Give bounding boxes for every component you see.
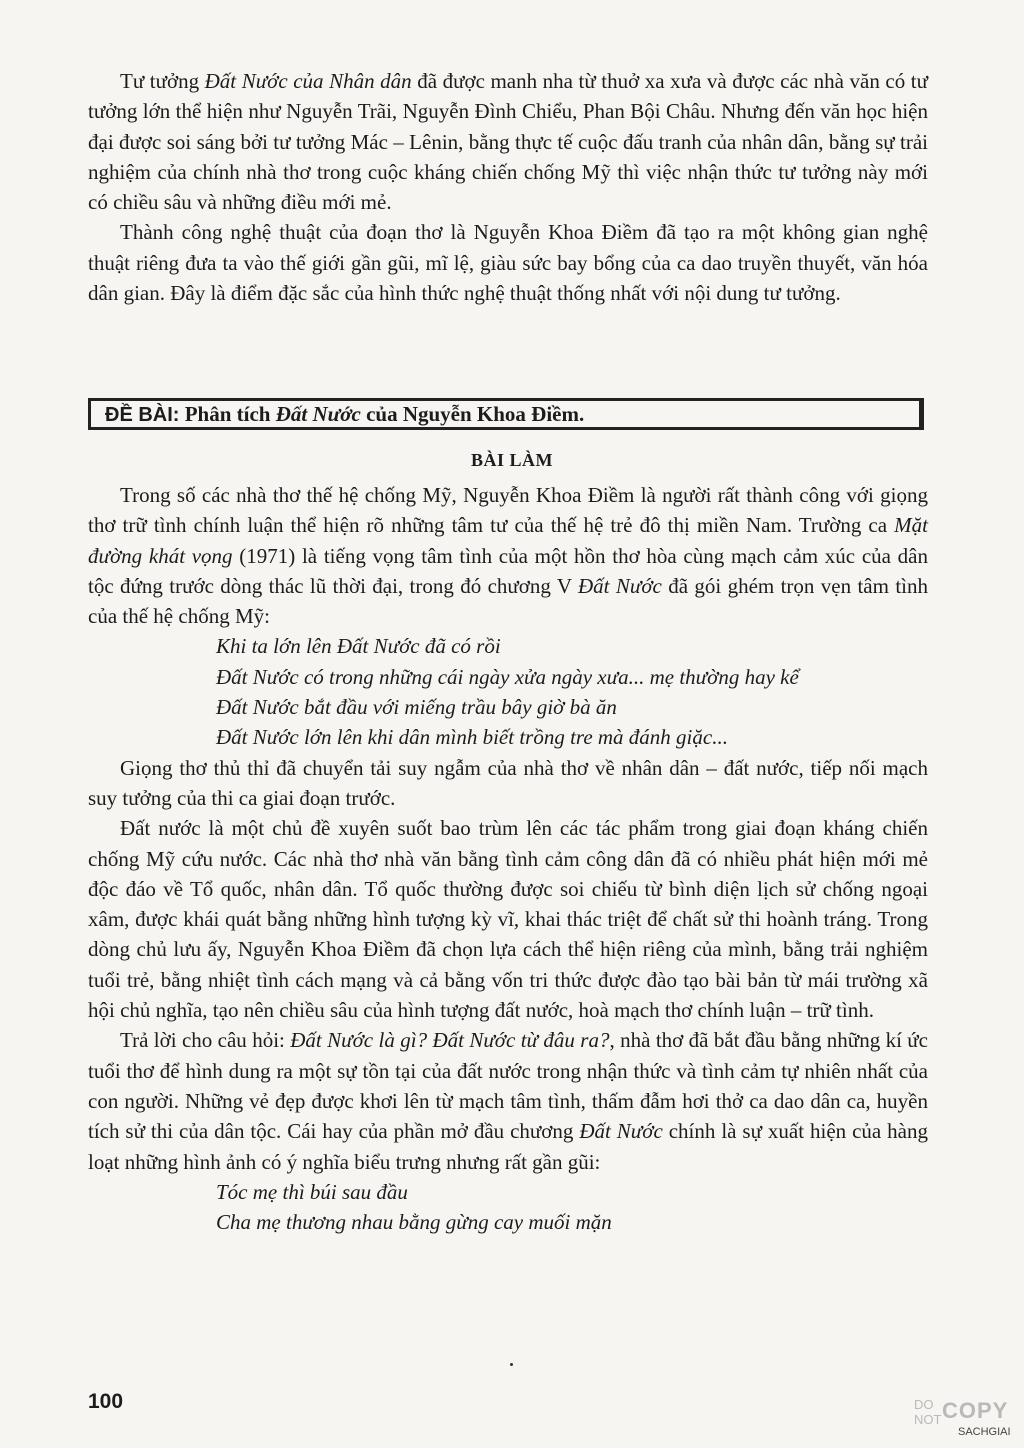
- text-run: Trả lời cho câu hỏi:: [120, 1028, 291, 1053]
- text-block-upper: [88, 66, 928, 308]
- ink-speck: [510, 1363, 513, 1366]
- text-run: Mặt đường khát vọng: [88, 513, 928, 568]
- poem-excerpt-1: [216, 631, 928, 752]
- text-run: (1971) là tiếng vọng tâm tình của một hồn thơ hòa cùng mạch cảm xúc của dân tộc đứng trước dòng thác lũ thời đại, trong đó chương V: [88, 543, 929, 598]
- text-run: , nhà thơ đã bắt đầu bằng những kí ức tuổi thơ để hình dung ra một sự tồn tại của đất nước trong nhận thức và tình cảm tự nhiên nhất của con người. Những vẻ đẹp được khơi lên từ mạch tâm tình, thấm đẫm hơi thở ca dao dân ca, huyền tích sử thi của dân tộc. Cái hay của phần mở đầu chương: [88, 1028, 929, 1144]
- text-run: đã gói ghém trọn vẹn tâm tình của thế hệ chống Mỹ:: [88, 573, 928, 629]
- watermark-not: NOT: [914, 1412, 942, 1427]
- watermark-copy: COPY: [942, 1398, 1009, 1423]
- poem-line: Đất Nước có trong những cái ngày xửa ngày xưa... mẹ thường hay kể: [216, 664, 799, 689]
- text-block-essay: [88, 480, 928, 1237]
- page-number: 100: [88, 1390, 124, 1413]
- paragraph-2: [88, 217, 928, 308]
- exercise-work-title: Đất Nước: [275, 402, 361, 426]
- exercise-label: ĐỀ BÀI:: [105, 404, 180, 426]
- exercise-suffix: của Nguyễn Khoa Điềm.: [360, 402, 585, 426]
- watermark-do: DO: [914, 1397, 934, 1412]
- text-run: Đất Nước: [578, 573, 662, 598]
- poem-line: Đất Nước lớn lên khi dân mình biết trồng tre mà đánh giặc...: [216, 725, 728, 750]
- exercise-prefix: Phân tích: [179, 402, 276, 426]
- text-run: Đất Nước là gì? Đất Nước từ đâu ra?: [290, 1028, 610, 1053]
- essay-paragraph-4: [88, 1025, 928, 1176]
- essay-paragraph-3: Đất nước là một chủ đề xuyên suốt bao trùm lên các tác phẩm trong giai đoạn kháng chiến chống Mỹ cứu nước. Các nhà thơ nhà văn bằng tình cảm công dân đã có nhiều phát hiện mới mẻ độc đáo về Tổ quốc, nhân dân. Tổ quốc thường được soi chiếu từ bình diện lịch sử chống ngoại xâm, được khái quát bằng những hình tượng kỳ vĩ, khai thác triệt để chất sử thi hoành tráng. Trong dòng chủ lưu ấy, Nguyễn Khoa Điềm đã chọn lựa cách thể hiện riêng của mình, bằng trải nghiệm tuổi trẻ, bằng nhiệt tình cách mạng và cả bằng vốn tri thức được đào tạo bài bản từ mái trường xã hội chủ nghĩa, tạo nên chiều sâu của hình tượng đất nước, hoà mạch thơ chính luận – trữ tình.: [88, 816, 928, 1023]
- text-run: Đất Nước của Nhân dân: [204, 69, 412, 93]
- text-run: Tư tưởng: [120, 69, 205, 93]
- section-heading: BÀI LÀM: [470, 450, 553, 470]
- essay-paragraph-2: Giọng thơ thủ thỉ đã chuyển tải suy ngẫm của nhà thơ về nhân dân – đất nước, tiếp nối mạch suy tưởng của thi ca giai đoạn trước.: [88, 755, 928, 810]
- poem-excerpt-2: [216, 1177, 928, 1238]
- exercise-prompt-box: [88, 398, 924, 430]
- poem-line: Khi ta lớn lên Đất Nước đã có rồi: [216, 634, 501, 659]
- watermark-brand: SACHGIAI: [958, 1426, 1011, 1438]
- copy-watermark-logo: [914, 1398, 1018, 1442]
- poem-line: Cha mẹ thương nhau bằng gừng cay muối mặn: [216, 1210, 612, 1235]
- text-run: đã được manh nha từ thuở xa xưa và được các nhà văn có tư tưởng lớn thể hiện như Nguyễn Trãi, Nguyễn Đình Chiểu, Phan Bội Châu. Nhưng đến văn học hiện đại được soi sáng bởi tư tưởng Mác – Lênin, bằng thực tế cuộc đấu tranh của nhân dân, bằng sự trải nghiệm của chính nhà thơ trong cuộc kháng chiến chống Mỹ thì việc nhận thức tư tưởng này mới có chiều sâu và những điều mới mẻ.: [88, 69, 928, 215]
- text-run: Thành công nghệ thuật của đoạn thơ là Nguyễn Khoa Điềm đã tạo ra một không gian nghệ thuật riêng đưa ta vào thế giới gần gũi, mĩ lệ, giàu sức bay bổng của ca dao truyền thuyết, văn hóa dân gian. Đây là điểm đặc sắc của hình thức nghệ thuật thống nhất với nội dung tư tưởng.: [88, 220, 928, 306]
- text-run: Đất Nước: [579, 1119, 663, 1144]
- poem-line: Tóc mẹ thì búi sau đầu: [216, 1179, 408, 1204]
- essay-intro-paragraph: [88, 480, 928, 631]
- text-run: Trong số các nhà thơ thế hệ chống Mỹ, Nguyễn Khoa Điềm là người rất thành công với giọng thơ trữ tình chính luận thể hiện rõ những tâm tư của thế hệ trẻ đô thị miền Nam. Trường ca: [88, 483, 928, 538]
- poem-line: Đất Nước bắt đầu với miếng trầu bây giờ bà ăn: [216, 695, 617, 720]
- text-run: chính là sự xuất hiện của hàng loạt những hình ảnh có ý nghĩa biểu trưng nhưng rất gần gũi:: [88, 1119, 929, 1174]
- paragraph-1: [88, 66, 928, 217]
